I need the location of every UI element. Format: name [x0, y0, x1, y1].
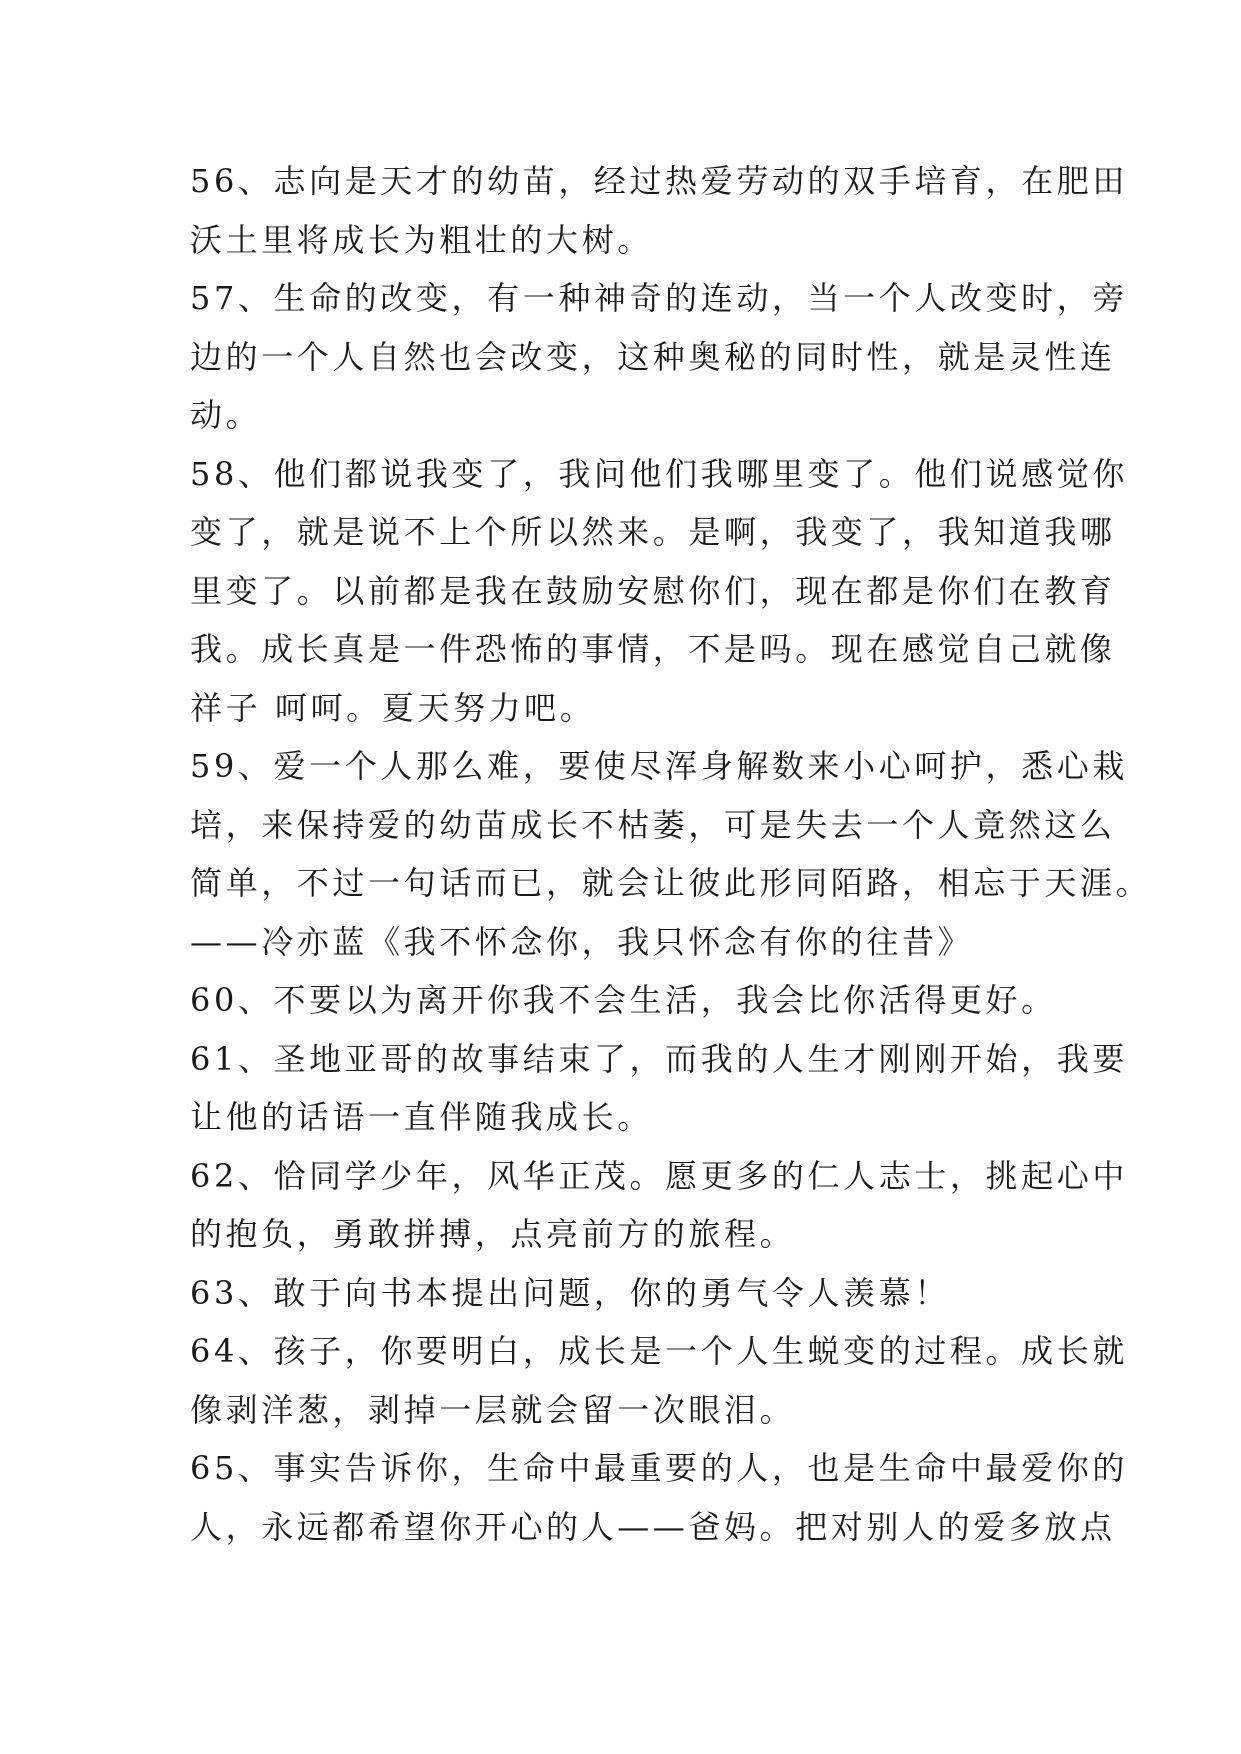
text-line: 62、恰同学少年，风华正茂。愿更多的仁人志士，挑起心中	[190, 1156, 1128, 1195]
text-line: 简单，不过一句话而已，就会让彼此形同陌路，相忘于天涯。	[190, 864, 1152, 902]
text-line: 64、孩子，你要明白，成长是一个人生蜕变的过程。成长就	[190, 1332, 1128, 1370]
text-line: 61、圣地亚哥的故事结束了，而我的人生才刚刚开始，我要	[190, 1039, 1128, 1078]
text-line: 变了，就是说不上个所以然来。是啊，我变了，我知道我哪	[190, 513, 1116, 551]
text-line: 边的一个人自然也会改变，这种奥秘的同时性，就是灵性连	[190, 337, 1116, 376]
text-line: ——冷亦蓝《我不怀念你，我只怀念有你的往昔》	[190, 922, 974, 961]
text-line: 里变了。以前都是我在鼓励安慰你们，现在都是你们在教育	[190, 571, 1116, 610]
text-line: 培，来保持爱的幼苗成长不枯萎，可是失去一个人竟然这么	[190, 805, 1116, 844]
text-line: 59、爱一个人那么难，要使尽浑身解数来小心呵护，悉心栽	[190, 747, 1128, 785]
text-line: 祥子 呵呵。夏天努力吧。	[190, 688, 596, 727]
text-line: 像剥洋葱，剥掉一层就会留一次眼泪。	[190, 1390, 796, 1429]
text-line: 63、敢于向书本提出问题，你的勇气令人羡慕！	[190, 1273, 950, 1312]
text-line: 人，永远都希望你开心的人——爸妈。把对别人的爱多放点	[190, 1507, 1116, 1546]
document-body	[190, 152, 1152, 1556]
text-line: 57、生命的改变，有一种神奇的连动，当一个人改变时，旁	[190, 279, 1128, 317]
text-line: 65、事实告诉你，生命中最重要的人，也是生命中最爱你的	[190, 1449, 1128, 1487]
text-line: 的抱负，勇敢拼搏，点亮前方的旅程。	[190, 1215, 796, 1253]
text-line: 56、志向是天才的幼苗，经过热爱劳动的双手培育，在肥田	[190, 162, 1128, 200]
text-line: 60、不要以为离开你我不会生活，我会比你活得更好。	[190, 981, 1057, 1019]
text-line: 58、他们都说我变了，我问他们我哪里变了。他们说感觉你	[190, 454, 1128, 493]
text-line: 沃土里将成长为粗壮的大树。	[190, 220, 653, 259]
text-line: 我。成长真是一件恐怖的事情，不是吗。现在感觉自己就像	[190, 630, 1116, 668]
text-line: 让他的话语一直伴随我成长。	[190, 1098, 653, 1136]
text-line: 动。	[190, 396, 262, 434]
